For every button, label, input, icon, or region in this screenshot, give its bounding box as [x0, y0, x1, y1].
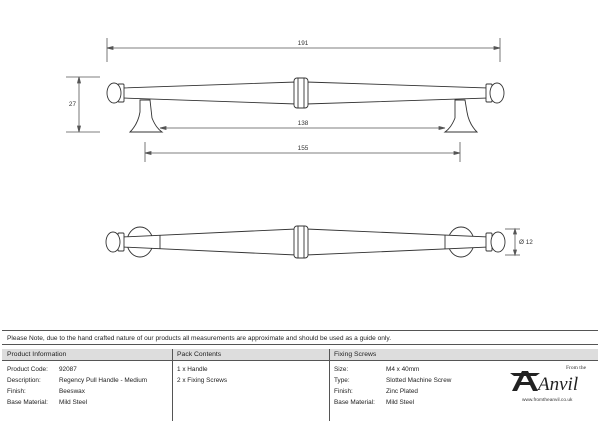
dim-diameter: Ø 12: [519, 239, 533, 246]
screw-finish-label: Finish:: [334, 388, 353, 395]
finish-value: Beeswax: [59, 388, 85, 395]
base-material-label: Base Material:: [7, 399, 48, 406]
logo-from-the: From the: [566, 365, 587, 371]
dim-fixing-centres: 155: [297, 145, 309, 152]
pack-contents-section: [172, 361, 329, 421]
screw-base-material-value: Mild Steel: [386, 399, 415, 406]
dim-inner-length: 138: [297, 120, 309, 127]
from-the-anvil-logo: [508, 361, 598, 405]
dim-height: 27: [68, 101, 76, 108]
pack-contents-heading: Pack Contents: [172, 349, 329, 361]
measurement-note: Please Note, due to the hand crafted nature of our products all measurements are approximate and should be used as a guide only.: [2, 330, 598, 345]
product-code-value: 92087: [59, 366, 77, 373]
fixing-screws-section: [329, 361, 509, 421]
fixing-screws-heading: Fixing Screws: [329, 349, 598, 361]
description-label: Description:: [7, 377, 41, 384]
logo-brand: Anvil: [538, 374, 579, 395]
screw-finish-value: Zinc Plated: [386, 388, 418, 395]
base-material-value: Mild Steel: [59, 399, 88, 406]
pack-item: 1 x Handle: [177, 366, 208, 373]
anvil-top: [510, 373, 540, 376]
product-code-label: Product Code:: [7, 366, 48, 373]
handle-top-view: [106, 226, 505, 258]
pack-item: 2 x Fixing Screws: [177, 377, 228, 384]
product-info-section: [2, 361, 172, 421]
description-value: Regency Pull Handle - Medium: [59, 377, 148, 384]
screw-type-value: Slotted Machine Screw: [386, 377, 452, 384]
screw-type-label: Type:: [334, 377, 350, 384]
product-info-heading: Product Information: [2, 349, 172, 361]
screw-base-material-label: Base Material:: [334, 399, 375, 406]
screw-size-value: M4 x 40mm: [386, 366, 420, 373]
logo-url: www.fromtheanvil.co.uk: [522, 398, 573, 403]
screw-size-label: Size:: [334, 366, 349, 373]
finish-label: Finish:: [7, 388, 26, 395]
dim-overall-length: 191: [297, 40, 309, 47]
